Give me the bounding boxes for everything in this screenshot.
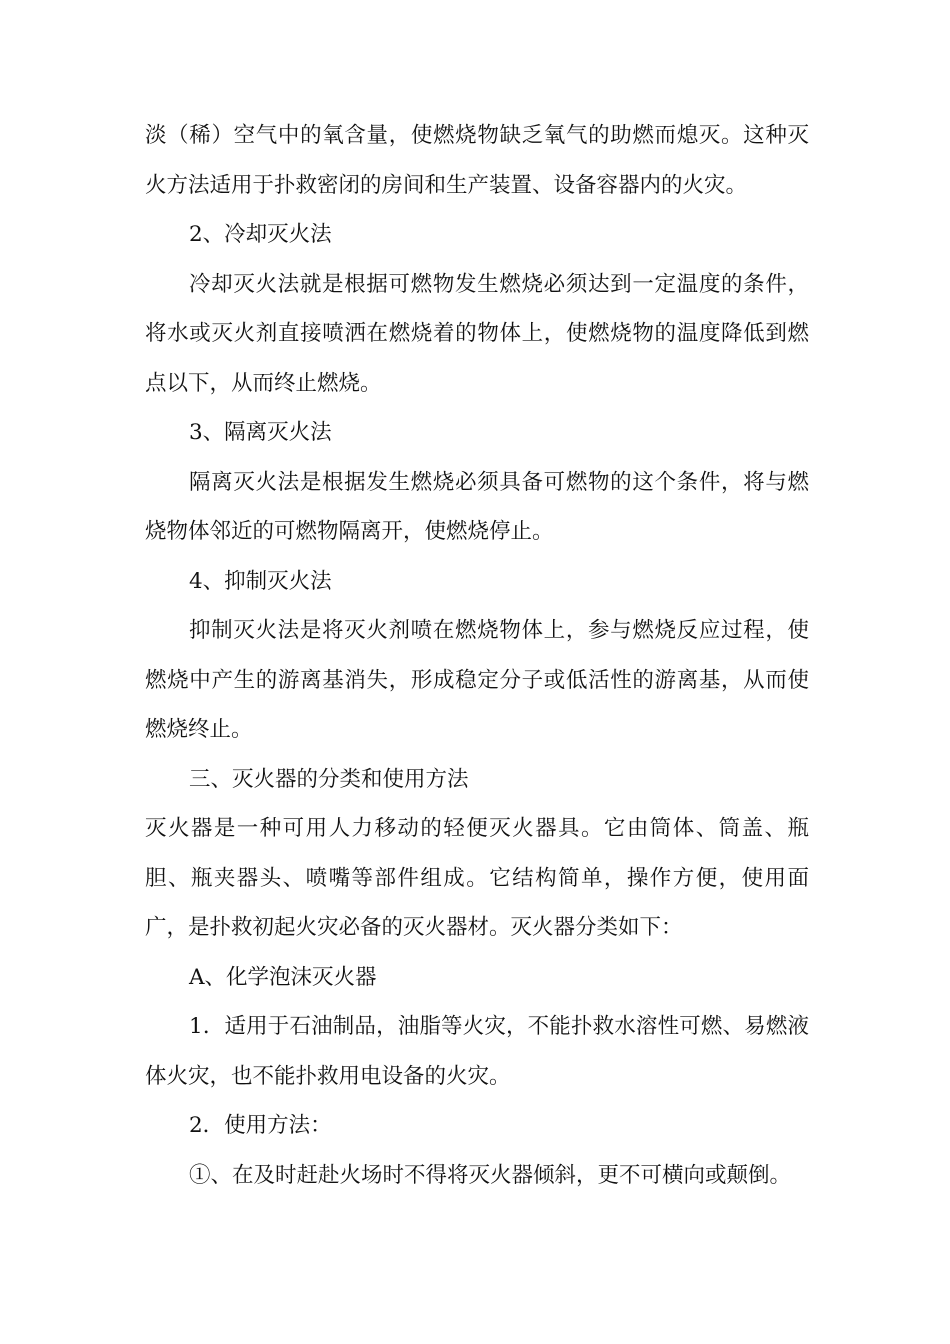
paragraph: 抑制灭火法是将灭火剂喷在燃烧物体上，参与燃烧反应过程，使燃烧中产生的游离基消失，形成稳定分子或低活性的游离基，从而使燃烧终止。 (145, 618, 809, 742)
paragraph: 灭火器是一种可用人力移动的轻便灭火器具。它由筒体、筒盖、瓶胆、瓶夹器头、喷嘴等部件组成。它结构简单，操作方便，使用面广，是扑救初起火灾必备的灭火器材。灭火器分类如下： (145, 816, 809, 940)
section-heading: 2、冷却灭火法 (189, 222, 332, 247)
paragraph: 淡（稀）空气中的氧含量，使燃烧物缺乏氧气的助燃而熄灭。这种灭火方法适用于扑救密闭的房间和生产装置、设备容器内的火灾。 (145, 123, 809, 198)
section-heading: 2．使用方法： (189, 1113, 332, 1138)
paragraph: 隔离灭火法是根据发生燃烧必须具备可燃物的这个条件，将与燃烧物体邻近的可燃物隔离开，使燃烧停止。 (145, 469, 809, 544)
section-heading: 4、抑制灭火法 (189, 568, 332, 594)
document-body (145, 111, 809, 1200)
section-heading: A、化学泡沫灭火器 (189, 964, 377, 990)
paragraph: 冷却灭火法就是根据可燃物发生燃烧必须达到一定温度的条件，将水或灭火剂直接喷洒在燃烧着的物体上，使燃烧物的温度降低到燃点以下，从而终止燃烧。 (145, 271, 809, 396)
paragraph: ①、在及时赶赴火场时不得将灭火器倾斜，更不可横向或颠倒。 (189, 1162, 792, 1188)
section-heading: 3、隔离灭火法 (189, 420, 332, 445)
section-heading: 三、灭火器的分类和使用方法 (189, 766, 469, 792)
paragraph: 1．适用于石油制品，油脂等火灾，不能扑救水溶性可燃、易燃液体火灾，也不能扑救用电设备的火灾。 (145, 1014, 809, 1089)
